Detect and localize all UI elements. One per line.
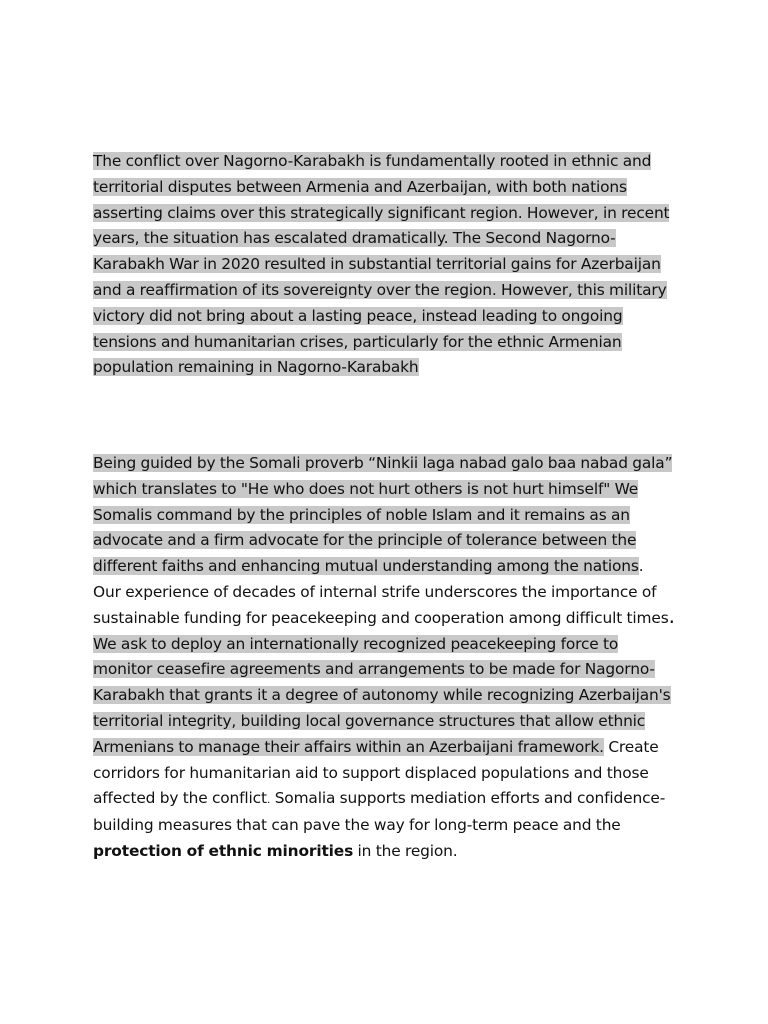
text-mediation: Somalia supports mediation efforts and confidence-building measures that can pave the way for long-term peace and the — [93, 789, 666, 835]
text-period: . — [668, 603, 675, 628]
text-internal-strife: . Our experience of decades of internal strife underscores the importance of sustainable funding for peacekeeping and cooperation among difficult times — [93, 557, 669, 627]
highlighted-text-proverb: Being guided by the Somali proverb “Ninkii laga nabad galo baa nabad gala” which translates to "He who does not hurt others is not hurt himself" We Somalis command by the principles of noble Islam and it remains as an advocate and a firm advocate for the principle of tolerance between the different faiths and enhancing mutual understanding among the nations — [93, 454, 673, 576]
bold-text-ethnic-minorities: protection of ethnic minorities — [93, 841, 354, 860]
text-humanitarian-corridors: Create corridors for humanitarian aid to support displaced populations and those affected by the conflict — [93, 737, 659, 808]
paragraph-somalia-position — [93, 451, 675, 865]
highlighted-text: The conflict over Nagorno-Karabakh is fundamentally rooted in ethnic and territorial disputes between Armenia and Azerbaijan, with both nations asserting claims over this strategically significant region. However, in recent years, the situation has escalated dramatically. The Second Nagorno-Karabakh War in 2020 resulted in substantial territorial gains for Azerbaijan and a reaffirmation of its sovereignty over the region. However, this military victory did not bring about a lasting peace, instead leading to ongoing tensions and humanitarian crises, particularly for the ethnic Armenian population remaining in Nagorno-Karabakh — [93, 152, 670, 377]
text-period-small: . — [266, 793, 271, 807]
paragraph-nagorno-karabakh-conflict — [93, 149, 675, 381]
highlighted-text-peacekeeping: We ask to deploy an internationally recognized peacekeeping force to monitor ceasefire agreements and arrangements to be made for Nagorno-Karabakh that grants it a degree of autonomy while recognizing Azerbaijan's territorial integrity, building local governance structures that allow ethnic Armenians to manage their affairs within an Azerbaijani framework. — [93, 634, 671, 756]
text-region: in the region. — [353, 841, 458, 860]
